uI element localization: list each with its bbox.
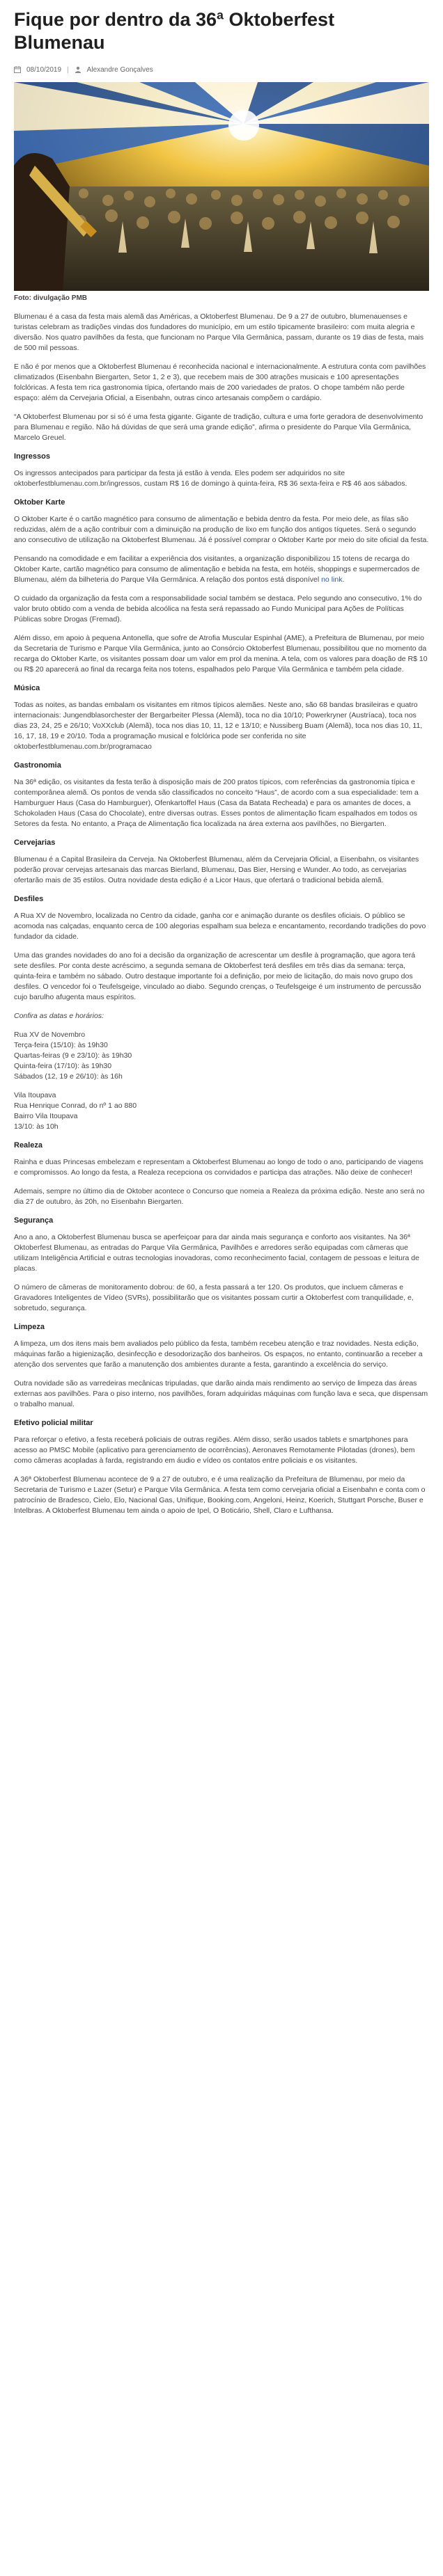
paragraph: Ano a ano, a Oktoberfest Blumenau busca se aperfeiçoar para dar ainda mais segurança e conforto aos visitantes. Na 36ª Oktoberfest Blumenau, as entradas do Parque Vila Germânica, Pavilhões e arredores serão equipadas com câmeras que utilizam Inteligência Artificial e outras tecnologias inovadoras, como reconhecimento facial, contagem de pessoas e leitura de placas. [14, 1233, 419, 1273]
schedule-line: Vila Itoupava [14, 1091, 56, 1099]
paragraph: A 36ª Oktoberfest Blumenau acontece de 9 a 27 de outubro, e é uma realização da Prefeitura de Blumenau, por meio da Secretaria de Turismo e Lazer (Setur) e Parque Vila Germânica. A festa tem como cervejaria oficial a Eisenbahn e conta com o patrocínio de Bradesco, Cielo, Elo, Nacional Gas, Unifique, Booking.com, Angeloni, Heinz, Koerich, Stuttgart Porsche, Buser e Intelbras. A Oktoberfest Blumenau tem ainda o apoio de Ipel, O Boticário, Shell, Claro e Lufthansa. [14, 1475, 426, 1515]
paragraph: Todas as noites, as bandas embalam os visitantes em ritmos típicos alemães. Neste ano, são 68 bandas brasileiras e quatro internacionais: Jungendblasorchester der Bergarbeiter Plessa (Alemã), toca no dia 10/10; Powerkryner (Austríaca), toca nos dias 23, 24, 25 e 26/10; VoXXclub (Alemã), toca nos dias 10, 11, 12 e 13/10; e Nussiberg Buam (Alemã), toca nos dias 10, 11, 16, 17, 18, 19 e 20/10. Toda a programação musical e folclórica pode ser conferida no site oktoberfestblumenau.com.br/programacao [14, 701, 423, 751]
paragraph: Além disso, em apoio à pequena Antonella, que sofre de Atrofia Muscular Espinhal (AME), a Prefeitura de Blumenau, por meio da Secretaria de Turismo e Parque Vila Germânica, junto ao Consórcio Oktoberfest Blumenau, possibilitou que no momento da recarga do Oktober Karte, os visitantes possam doar um valor em prol da menina. A tela, com os valores para doação de R$ 10 ou R$ 20 aparecerá ao final da recarga feita nos totens, espalhados pelo Parque Vila Germânica e também pela cidade. [14, 634, 428, 674]
meta-divider: | [67, 65, 69, 74]
section-heading-cervejarias: Cervejarias [14, 838, 56, 847]
schedule-line: Quinta-feira (17/10): às 19h30 [14, 1062, 112, 1070]
article-date: 08/10/2019 [26, 65, 62, 74]
schedule-line: Quartas-feiras (9 e 23/10): às 19h30 [14, 1051, 132, 1060]
paragraph: O número de câmeras de monitoramento dobrou: de 60, a festa passará a ter 120. Os produtos, que incluem câmeras e Gravadores Inteligentes de Vídeo (SVRs), possibilitarão que os visitantes possam curtir a Oktoberfest com tranquilidade, e, sobretudo, segurança. [14, 1283, 414, 1312]
article-body [14, 312, 429, 1516]
paragraph: A Rua XV de Novembro, localizada no Centro da cidade, ganha cor e animação durante os desfiles oficiais. O público se acomoda nas calçadas, enquanto cerca de 100 alegorias espalham sua beleza e encantamento, recordando tradições do povo fundador da cidade. [14, 912, 426, 941]
user-icon [75, 66, 81, 73]
paragraph-text: Pensando na comodidade e em facilitar a experiência dos visitantes, a organização disponibilizou 15 totens de recarga do Oktober Karte, cartão magnético para consumo de alimentação e bebida na festa, em hotéis, shoppings e supermercados de Blumenau, além da bilheteria do Parque Vila Germânica. A relação dos pontos está disponível [14, 555, 420, 584]
article-page [0, 8, 443, 1543]
paragraph: Rainha e duas Princesas embelezam e representam a Oktoberfest Blumenau ao longo de todo o ano, participando de viagens e compromissos. Ao longo da festa, a Realeza recepciona os convidados e participa das atrações. Não deixe de conhecer! [14, 1158, 423, 1177]
hero-image [14, 82, 429, 291]
schedule-line: Rua XV de Novembro [14, 1031, 86, 1039]
section-heading-ingressos: Ingressos [14, 452, 50, 461]
schedule-place [14, 1090, 429, 1132]
article-meta [14, 64, 429, 75]
section-heading-musica: Música [14, 684, 40, 692]
section-heading-limpeza: Limpeza [14, 1323, 45, 1331]
schedule-line: Bairro Vila Itoupava [14, 1112, 78, 1120]
section-heading-seguranca: Segurança [14, 1216, 54, 1225]
schedule-heading: Confira as datas e horários: [14, 1012, 104, 1020]
section-heading-oktober-karte: Oktober Karte [14, 498, 65, 507]
paragraph: Os ingressos antecipados para participar da festa já estão à venda. Eles podem ser adquiridos no site oktoberfestblumenau.com.br/ingressos, custam R$ 16 de domingo à quinta-feira, R$ 36 sexta-feira e R$ 46 aos sábados. [14, 469, 407, 488]
section-heading-realeza: Realeza [14, 1141, 42, 1150]
page-title: Fique por dentro da 36ª Oktoberfest Blumenau [14, 9, 335, 53]
paragraph: A limpeza, um dos itens mais bem avaliados pelo público da festa, também recebeu atenção e traz novidades. Nesta edição, máquinas farão a higienização, desinfecção e desodorização dos banheiros. Os espaços, no entanto, continuarão a receber a atenção dos serventes que farão a manutenção dos ambientes durante a festa, garantindo a excelência do serviço. [14, 1339, 423, 1369]
schedule-line: Rua Henrique Conrad, do nº 1 ao 880 [14, 1102, 137, 1110]
paragraph: Pensando na comodidade e em facilitar a experiência dos visitantes, a organização disponibilizou 15 totens de recarga do Oktober Karte, cartão magnético para consumo de alimentação e bebida na festa, em hotéis, shoppings e supermercados de Blumenau, além da bilheteria do Parque Vila Germânica. A relação dos pontos está disponível no link. [14, 555, 420, 584]
section-heading-desfiles: Desfiles [14, 895, 44, 903]
image-caption: Foto: divulgação PMB [14, 294, 87, 302]
paragraph: Outra novidade são as varredeiras mecânicas tripuladas, que darão ainda mais rendimento ao serviço de limpeza das áreas externas aos pavilhões. Para o piso interno, nos pavilhões, foram adquiridas máquinas com função lava e seca, que dispensam o trabalho manual. [14, 1379, 428, 1408]
paragraph: O cuidado da organização da festa com a responsabilidade social também se destaca. Pelo segundo ano consecutivo, 1% do valor bruto obtido com a venda de bebida alcoólica na festa será repassado ao Fundo Municipal para Ações de Políticas Públicas sobre Drogas (Fremad). [14, 594, 422, 623]
paragraph: E não é por menos que a Oktoberfest Blumenau é reconhecida nacional e internacionalmente. A estrutura conta com pavilhões climatizados (Eisenbahn Biergarten, Setor 1, 2 e 3), que recebem mais de 300 atrações musicais e 100 apresentações folclóricas. A festa tem rica gastronomia típica, ofertando mais de 200 variedades de pratos. O chope também não perde espaço: além da Cervejaria Oficial, a Eisenbahn, outras cinco artesanais compõem o cardápio. [14, 363, 426, 402]
paragraph: Blumenau é a casa da festa mais alemã das Américas, a Oktoberfest Blumenau. De 9 a 27 de outubro, blumenauenses e turistas celebram as tradições vindas dos fundadores do município, em um estilo tipicamente brasileiro: com muita alegria e diversão. Nos quatro pavilhões da festa, que funcionam no Parque Vila Germânica, passam, durante os 19 dias de festa, mais de 500 mil pessoas. [14, 312, 424, 352]
paragraph: Para reforçar o efetivo, a festa receberá policiais de outras regiões. Além disso, serão usados tablets e smartphones para acesso ao PMSC Mobile (aplicativo para gerenciamento de ocorrências), Aeronaves Remotamente Pilotadas (drones), bem como câmeras acopladas à farda, registrando em áudio e vídeo os contatos entre policiais e os visitantes. [14, 1436, 415, 1465]
schedule-list [14, 1030, 429, 1082]
paragraph: Na 36ª edição, os visitantes da festa terão à disposição mais de 200 pratos típicos, com referências da gastronomia típica e contemporânea alemã. Os pontos de venda são classificados no conceito “Haus”, de acordo com a sua especialidade: tem a Hamburguer Haus (Casa do Hamburguer), Ofenkartoffel Haus (Casa da Batata Recheada) e para os amantes de doces, a Schokoladen Haus (Casa do Chocolate), entre diversas outras. Esses pontos de alimentação ficam espalhados em todos os Setores da festa. No entanto, a Praça de Alimentação fica localizada na área externa aos pavilhões, no Biergarten. [14, 778, 419, 828]
schedule-line: 13/10: às 10h [14, 1122, 59, 1131]
paragraph: Uma das grandes novidades do ano foi a decisão da organização de acrescentar um desfile à programação, que agora terá sete desfiles. Por conta deste acréscimo, a segunda semana de Oktoberfest terá desfiles em três dias da semana: terça, quinta-feira e também no sábado. Outro destaque importante foi a definição, por meio de licitação, do mais novo grupo dos desfiles. O vencedor foi o Teufelsgeige, vinculado ao diabo. Segundo crenças, o Teufelsgeige é um instrumento de percussão cujo barulho afugenta maus espíritos. [14, 951, 421, 1001]
section-heading-efetivo-policial: Efetivo policial militar [14, 1419, 93, 1427]
article-author[interactable]: Alexandre Gonçalves [86, 65, 153, 74]
calendar-icon [14, 66, 21, 73]
paragraph: “A Oktoberfest Blumenau por si só é uma festa gigante. Gigante de tradição, cultura e uma forte geradora de desenvolvimento para Blumenau e região. Não há dúvidas de que será uma grande edição”, afirma o presidente do Parque Vila Germânica, Marcelo Greuel. [14, 413, 423, 442]
schedule-line: Sábados (12, 19 e 26/10): às 16h [14, 1072, 123, 1081]
paragraph: Ademais, sempre no último dia de Oktober acontece o Concurso que nomeia a Realeza da próxima edição. Neste ano será no dia 27 de outubro, às 20h, no Eisenbahn Biergarten. [14, 1187, 425, 1206]
paragraph: O Oktober Karte é o cartão magnético para consumo de alimentação e bebida dentro da festa. Por meio dele, as filas são reduzidas, além de a ação contribuir com a diminuição na produção de lixo em função dos antigos tíquetes. Será o segundo ano consecutivo de utilização na Oktoberfest Blumenau. Já é possível comprar o Oktober Karte por meio do site oficial da festa. [14, 515, 429, 544]
totens-link[interactable]: no link [321, 575, 343, 584]
paragraph: Blumenau é a Capital Brasileira da Cerveja. Na Oktoberfest Blumenau, além da Cervejaria Oficial, a Eisenbahn, os visitantes poderão provar cervejas artesanais das marcas Bierland, Blumenau, Das Bier, Hersing e Wunder. Ao todo, as cervejarias ofertarão mais de 35 estilos. Outra novidade desta edição é a Licor Haus, que ofertará o tradicional bebida alemã. [14, 855, 419, 884]
section-heading-gastronomia: Gastronomia [14, 761, 61, 770]
schedule-line: Terça-feira (15/10): às 19h30 [14, 1041, 108, 1049]
